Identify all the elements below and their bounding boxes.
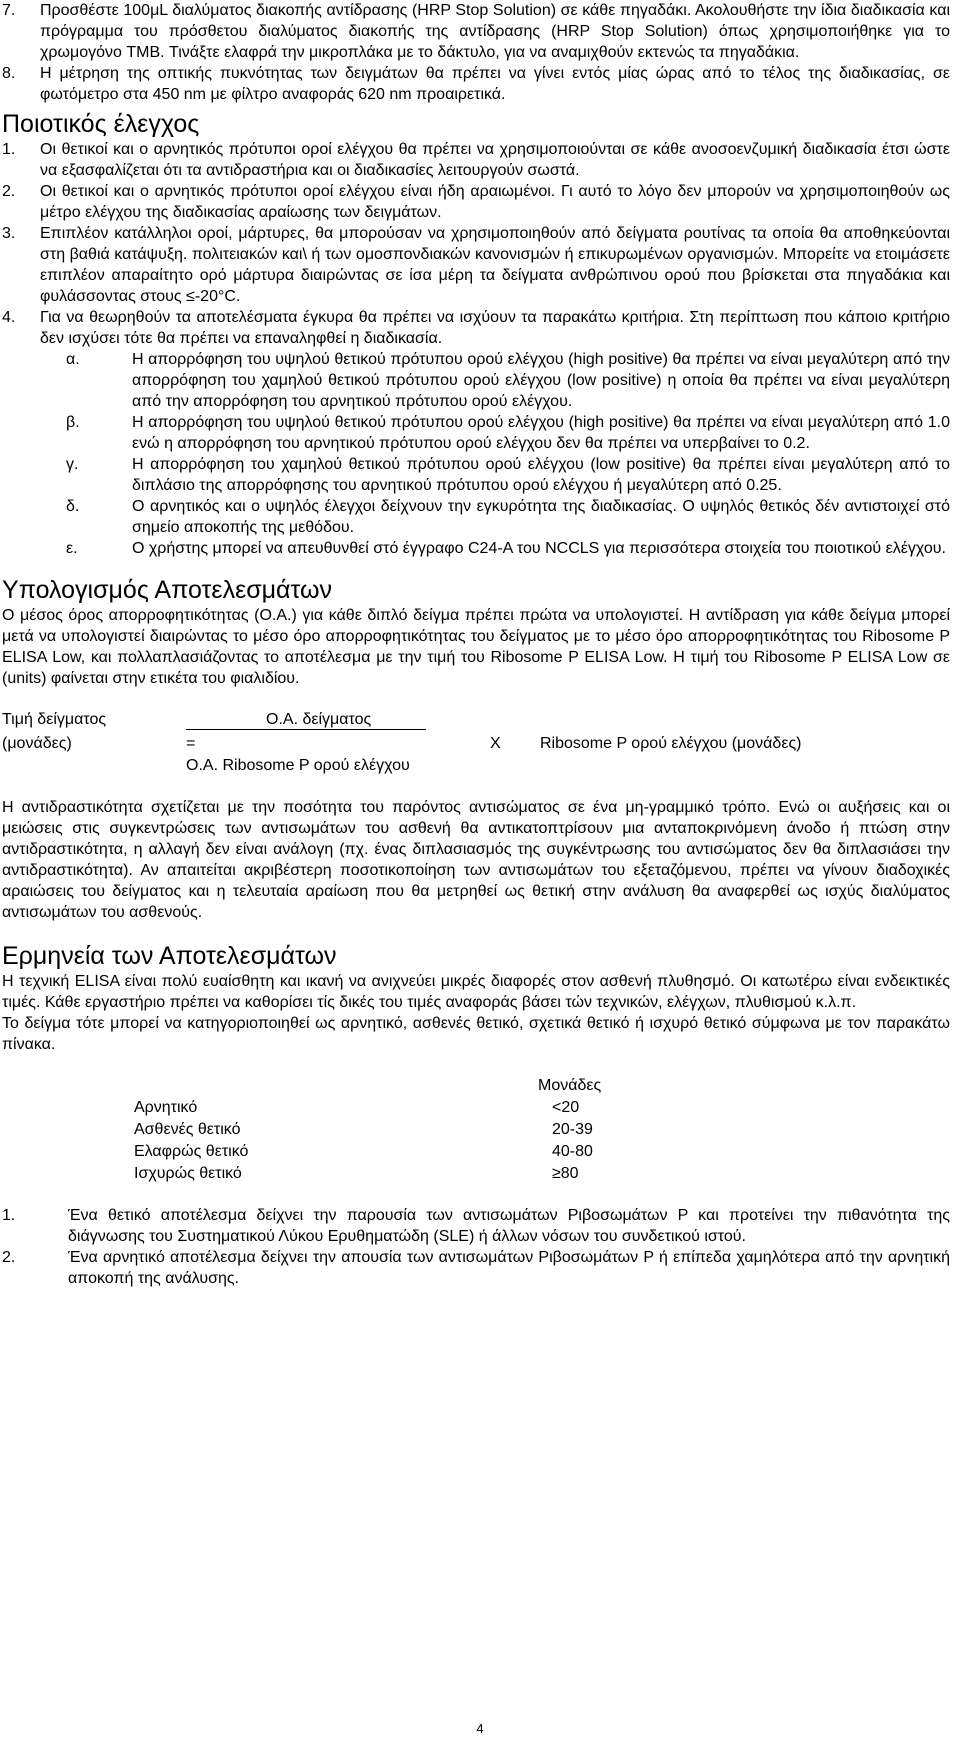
interp-item-1 (2, 1205, 950, 1247)
table-header-row (134, 1075, 712, 1097)
criterion-text: Η απορρόφηση του υψηλού θετικού πρότυπου ορού ελέγχου (high positive) θα πρέπει να είναι μεγαλύτερη από την απορρόφηση του χαμηλού θετικού πρότυπου ορού ελέγχου (low positive) η οποία θα πρέπει να είναι μεγαλύτερη από την απορρόφηση του αρνητικού πρότυπου ορού ελέγχου. (132, 351, 950, 410)
units-table (134, 1075, 712, 1185)
step-text: Η μέτρηση της οπτικής πυκνότητας των δειγμάτων θα πρέπει να γίνει εντός μίας ώρας από το τέλος της διαδικασίας, σε φωτόμετρο στα 450 nm με φίλτρο αναφοράς 620 nm προαιρετικά. (40, 65, 950, 103)
qc-item-number: 4. (2, 309, 16, 326)
qc-item-number: 3. (2, 225, 16, 242)
result-formula (2, 709, 950, 775)
step-8 (2, 63, 950, 105)
qc-item-3 (2, 223, 950, 307)
formula-numerator: Ο.Α. δείγματος (266, 711, 372, 728)
interp-item-number: 1. (2, 1207, 16, 1224)
category-value: <20 (552, 1099, 580, 1116)
formula-lhs-line2: (μονάδες) (2, 735, 72, 752)
qc-item-2 (2, 181, 950, 223)
qc-item-1 (2, 139, 950, 181)
step-text: Προσθέστε 100μL διαλύματος διακοπής αντίδρασης (HRP Stop Solution) σε κάθε πηγαδάκι. Ακολουθήστε την ίδια διαδικασία και πρόγραμμα του πρόσθετου διαλύματος διακοπής της αντίδρασης (HRP Stop Solution) όπως χρησιμοποιήθηκε για το χρωμογόνο TMB. Τινάξτε ελαφρά την μικροπλάκα με το δάκτυλο, για να αναμιχθούν εκτενώς τα πηγαδάκια. (40, 2, 950, 61)
criterion-text: Η απορρόφηση του χαμηλού θετικού πρότυπου ορού ελέγχου (low positive) θα πρέπει είναι μεγαλύτερη από το διπλάσιο της απορρόφησης του αρνητικού πρότυπου ορού ελέγχου ή μεγαλύτερη από 0.25. (132, 456, 950, 494)
formula-lhs-line1: Τιμή δείγματος (2, 711, 107, 728)
formula-times: X (490, 735, 501, 752)
category-label: Ελαφρώς θετικό (134, 1143, 249, 1160)
table-row (134, 1119, 712, 1141)
qc-criterion-c (66, 454, 950, 496)
interp-para-2: Το δείγμα τότε μπορεί να κατηγοριοποιηθεί ως αρνητικό, ασθενές θετικό, σχετικά θετικό ή ισχυρό θετικό σύμφωνα με τον παρακάτω πίνακα. (2, 1015, 950, 1053)
step-number: 7. (2, 2, 16, 19)
interp-item-text: Ένα θετικό αποτέλεσμα δείχνει την παρουσία των αντισωμάτων Ριβοσωμάτων P και προτείνει την πιθανότητα της διάγνωσης του Συστηματικού Λύκου Ερυθηματώδη (SLE) ή άλλων νόσων του συνδετικού ιστού. (68, 1207, 950, 1245)
category-value: 40-80 (552, 1143, 593, 1160)
category-label: Αρνητικό (134, 1099, 198, 1116)
interp-item-number: 2. (2, 1249, 16, 1266)
calc-note: Η αντιδραστικότητα σχετίζεται με την ποσότητα του παρόντος αντισώματος σε ένα μη-γραμμικό τρόπο. Ενώ οι αυξήσεις και οι μειώσεις στις συγκεντρώσεις των αντισωμάτων του ασθενή θα αντικατοπτρίσουν μια ανταποκρινόμενη άνοδο ή πτώση στην αντιδραστικότητα, η αλλαγή δεν είναι ανάλογη (πχ. ένας διπλασιασμός της συγκέντρωσης του αντισώματος δεν θα διπλασιάσει την αντιδραστικότητα). Αν απαιτείται ακριβέστερη ποσοτικοποίηση των αντισωμάτων του εξεταζόμενου, πρέπει να γίνουν διαδοχικές αραιώσεις του δείγματος και η τελευταία αραίωση που θα μετρηθεί ως θετική στην ανάλυση θα αναφερθεί ως ισχύς διαλύματος αντισωμάτων του ασθενούς. (2, 799, 950, 921)
table-row (134, 1097, 712, 1119)
criterion-letter: δ. (66, 498, 80, 515)
qc-criterion-e (66, 538, 950, 559)
formula-equals: = (186, 735, 196, 752)
table-row (134, 1163, 712, 1185)
step-7 (2, 0, 950, 63)
qc-criterion-b (66, 412, 950, 454)
criterion-text: Ο αρνητικός και ο υψηλός έλεγχοι δείχνουν την εγκυρότητα της διαδικασίας. Ο υψηλός θετικός δέν αντιστοιχεί στό σημείο αποκοπής της μεθόδου. (132, 498, 950, 536)
criterion-text: Η απορρόφηση του υψηλού θετικού πρότυπου ορού ελέγχου (high positive) θα πρέπει να είναι μεγαλύτερη από 1.0 ενώ η απορρόφηση του αρνητικού πρότυπου ορού ελέγχου δεν θα πρέπει να υπερβαίνει το 0.2. (132, 414, 950, 452)
step-number: 8. (2, 65, 16, 82)
qc-criterion-d (66, 496, 950, 538)
qc-item-text: Οι θετικοί και ο αρνητικός πρότυποι οροί ελέγχου θα πρέπει να χρησιμοποιούνται σε κάθε ανοσοενζυμική διαδικασία έτσι ώστε να εξασφαλίζεται ότι τα αντιδραστήρια και οι διαδικασίες λειτουργούν σωστά. (40, 141, 950, 179)
qc-heading: Ποιοτικός έλεγχος (2, 110, 200, 138)
interp-para-1: Η τεχνική ELISA είναι πολύ ευαίσθητη και ικανή να ανιχνεύει μικρές διαφορές στον ασθενή πλυθησμό. Οι κατωτέρω είναι ενδεικτικές τιμές. Κάθε εργαστήριο πρέπει να καθορίσει τίς δικές του τιμές αναφοράς βάσει τών τεχνικών, ελέγχων, πλυθισμού κ.λ.π. (2, 973, 950, 1011)
category-label: Ασθενές θετικό (134, 1121, 241, 1138)
category-value: ≥80 (552, 1165, 579, 1182)
interp-item-text: Ένα αρνητικό αποτέλεσμα δείχνει την απουσία των αντισωμάτων Ριβοσωμάτων P ή επίπεδα χαμηλότερα από την αρνητική αποκοπή της ανάλυσης. (68, 1249, 950, 1287)
formula-denominator: Ο.Α. Ribosome P ορού ελέγχου (186, 757, 410, 774)
qc-item-number: 1. (2, 141, 16, 158)
criterion-letter: γ. (66, 456, 79, 473)
qc-item-number: 2. (2, 183, 16, 200)
qc-criterion-a (66, 349, 950, 412)
category-value: 20-39 (552, 1121, 593, 1138)
qc-item-text: Για να θεωρηθούν τα αποτελέσματα έγκυρα θα πρέπει να ισχύουν τα παρακάτω κριτήρια. Στη περίπτωση που κάποιο κριτήριο δεν ισχύσει τότε θα πρέπει να επαναληφθεί η διαδικασία. (40, 309, 950, 347)
category-label: Ισχυρώς θετικό (134, 1165, 242, 1182)
criterion-letter: α. (66, 351, 80, 368)
table-row (134, 1141, 712, 1163)
criterion-text: Ο χρήστης μπορεί να απευθυνθεί στό έγγραφο C24-A του NCCLS για περισσότερα στοιχεία του ποιοτικού ελέγχου. (132, 540, 946, 557)
calc-heading: Υπολογισμός Αποτελεσμάτων (2, 576, 333, 604)
page-number: 4 (476, 1721, 484, 1736)
qc-item-text: Οι θετικοί και ο αρνητικός πρότυποι οροί ελέγχου είναι ήδη αραιωμένοι. Γι αυτό το λόγο δεν μπορούν να χρησιμοποιηθούν ως μέτρο ελέγχου της διαδικασίας αραίωσης των δειγμάτων. (40, 183, 950, 221)
qc-item-4 (2, 307, 950, 349)
criterion-letter: ε. (66, 540, 78, 557)
calc-intro: Ο μέσος όρος απορροφητικότητας (Ο.Α.) για κάθε διπλό δείγμα πρέπει πρώτα να υπολογιστεί. Η αντίδραση για κάθε δείγμα μπορεί μετά να υπολογιστεί διαιρώντας το μέσο όρο απορροφητικότητας του δείγματος με το μέσο όρο απορροφητικότητας του Ribosome P ELISA Low, και πολλαπλασιάζοντας το αποτέλεσμα με την τιμή του Ribosome P ELISA Low. Η τιμή του Ribosome P ELISA Low σε (units) φαίνεται στην ετικέτα του φιαλιδίου. (2, 607, 951, 687)
interp-heading: Ερμηνεία των Αποτελεσμάτων (2, 942, 337, 970)
criterion-letter: β. (66, 414, 80, 431)
units-column-header: Μονάδες (538, 1077, 602, 1094)
formula-factor: Ribosome P ορού ελέγχου (μονάδες) (540, 735, 802, 752)
qc-item-text: Επιπλέον κατάλληλοι οροί, μάρτυρες, θα μπορούσαν να χρησιμοποιηθούν από δείγματα ρουτίνας τα οποία θα αποθηκεύονται στη βαθιά κατάψυξη. πολιτειακών και\ ή των ομοσπονδιακών κανονισμών ή επικυρωμένων οργανισμών. Μπορείτε να ετοιμάσετε επιπλέον απαραίτητο ορό μάρτυρα διαιρώντας σε ίσα μέρη τα δείγματα ανθρώπινου ορού που βρίσκεται στα πηγαδάκια και φυλάσσοντας στους ≤-20°C. (40, 225, 950, 305)
fraction-bar (186, 729, 426, 730)
interp-item-2 (2, 1247, 950, 1289)
